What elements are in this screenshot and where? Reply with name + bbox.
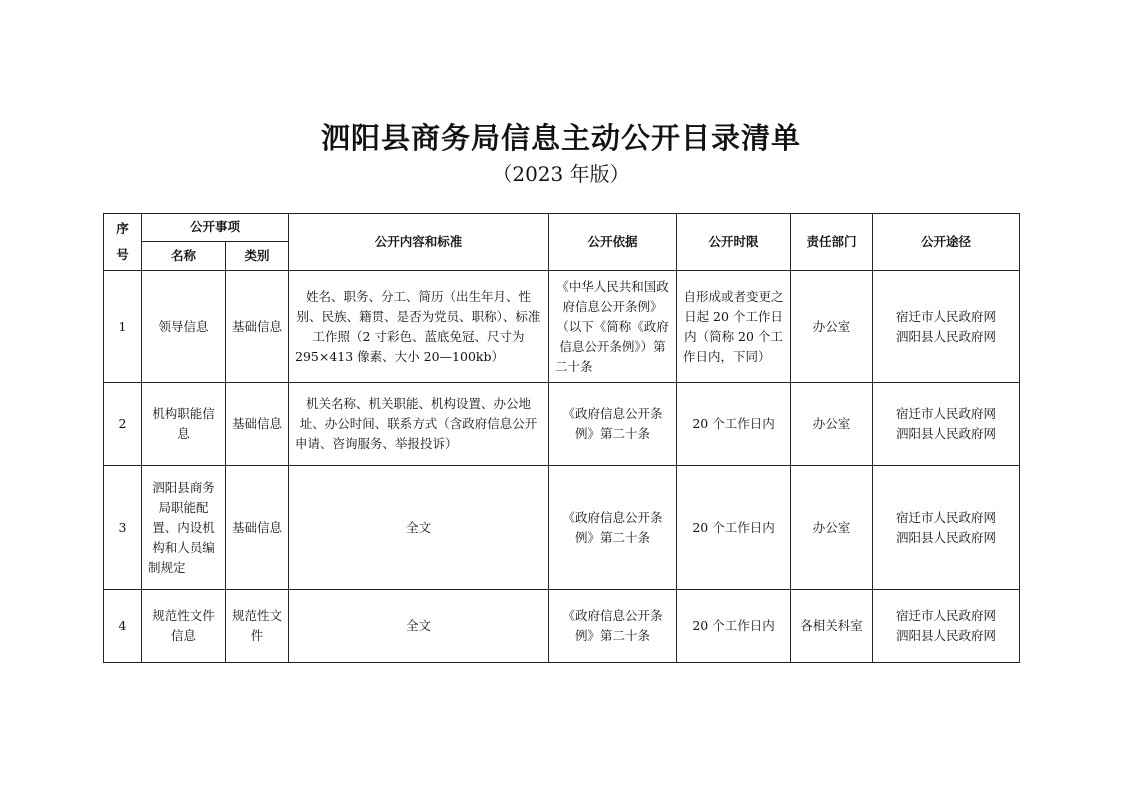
table-row [104,271,1020,383]
header-item-category: 类别 [226,241,289,270]
row-department: 办公室 [791,383,873,466]
row-serial: 2 [104,383,142,466]
header-item-group: 公开事项 [142,214,289,242]
row-content: 全文 [289,590,549,663]
row-item-category: 基础信息 [226,383,289,466]
table-header-row [104,214,1020,242]
row-content: 机关名称、机关职能、机构设置、办公地址、办公时间、联系方式（含政府信息公开申请、咨询服务、举报投诉） [289,383,549,466]
row-time-limit: 自形成或者变更之日起 20 个工作日内（简称 20 个工作日内，下同） [677,271,791,383]
row-item-name: 规范性文件信息 [142,590,226,663]
row-content: 姓名、职务、分工、简历（出生年月、性别、民族、籍贯、是否为党员、职称）、标准工作照（2 寸彩色、蓝底免冠、尺寸为 295×413 像素、大小 20—100kb） [289,271,549,383]
row-time-limit: 20 个工作日内 [677,383,791,466]
header-content: 公开内容和标准 [289,214,549,271]
row-basis: 《政府信息公开条例》第二十条 [549,383,677,466]
header-basis: 公开依据 [549,214,677,271]
row-channels [873,271,1020,383]
header-department: 责任部门 [791,214,873,271]
row-department: 办公室 [791,271,873,383]
row-department: 各相关科室 [791,590,873,663]
row-time-limit: 20 个工作日内 [677,590,791,663]
table-row [104,590,1020,663]
header-time-limit: 公开时限 [677,214,791,271]
row-basis: 《政府信息公开条例》第二十条 [549,590,677,663]
header-channels: 公开途径 [873,214,1020,271]
row-department: 办公室 [791,466,873,590]
row-serial: 4 [104,590,142,663]
row-item-name: 领导信息 [142,271,226,383]
channel-siyang: 泗阳县人民政府网 [896,628,997,643]
header-item-name: 名称 [142,241,226,270]
row-serial: 3 [104,466,142,590]
row-item-category: 规范性文件 [226,590,289,663]
channel-siyang: 泗阳县人民政府网 [896,529,997,545]
row-content: 全文 [289,466,549,590]
channel-suqian: 宿迁市人民政府网 [896,406,997,421]
channel-siyang: 泗阳县人民政府网 [896,328,997,344]
row-item-name: 泗阳县商务局职能配置、内设机构和人员编制规定 [142,466,226,590]
channel-suqian: 宿迁市人民政府网 [896,308,997,324]
row-channels [873,383,1020,466]
disclosure-catalog-table [103,213,1020,663]
row-serial: 1 [104,271,142,383]
row-basis: 《政府信息公开条例》第二十条 [549,466,677,590]
table-row [104,383,1020,466]
channel-siyang: 泗阳县人民政府网 [896,426,997,441]
row-item-name: 机构职能信息 [142,383,226,466]
header-serial: 序号 [104,214,142,271]
row-item-category: 基础信息 [226,466,289,590]
channel-suqian: 宿迁市人民政府网 [896,608,997,623]
row-channels [873,466,1020,590]
row-time-limit: 20 个工作日内 [677,466,791,590]
document-subtitle: （2023 年版） [492,162,630,186]
document-title: 泗阳县商务局信息主动公开目录清单 [320,121,801,155]
channel-suqian: 宿迁市人民政府网 [896,509,997,525]
row-basis: 《中华人民共和国政府信息公开条例》（以下《简称《政府信息公开条例》）第二十条 [549,271,677,383]
row-item-category: 基础信息 [226,271,289,383]
table-row [104,466,1020,590]
row-channels [873,590,1020,663]
